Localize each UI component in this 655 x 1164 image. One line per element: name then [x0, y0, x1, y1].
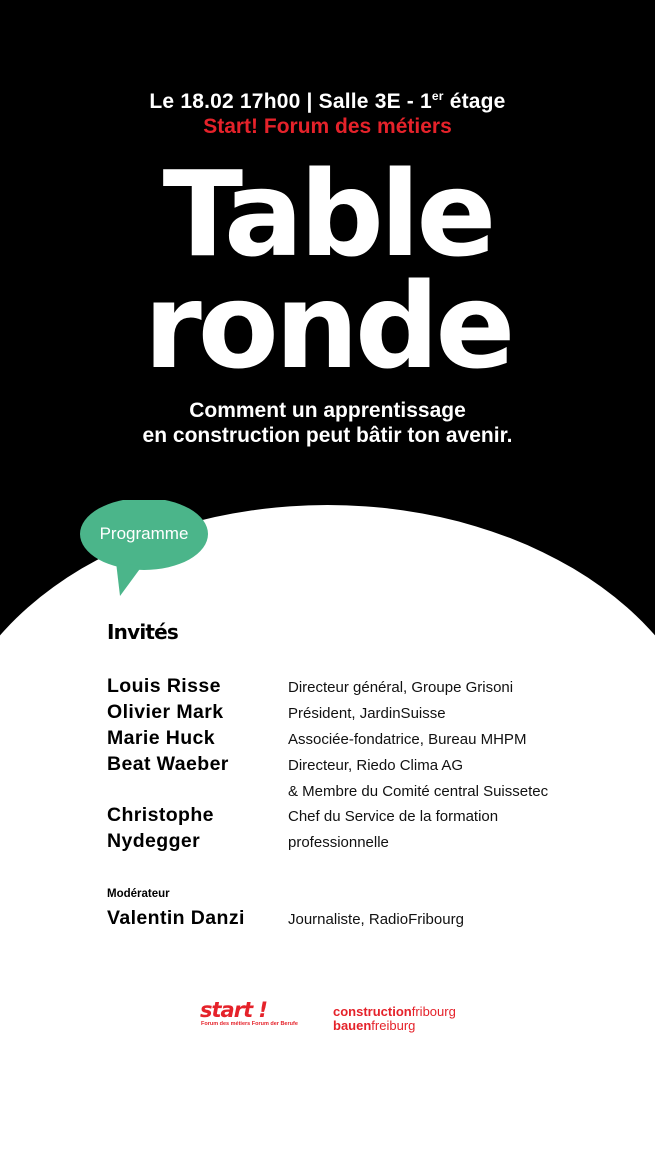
page-title [0, 145, 655, 395]
guest-role: Directeur général, Groupe Grisoni [288, 679, 514, 696]
subtitle-line-2: en construction peut bâtir ton avenir. [142, 424, 513, 447]
guest-role: professionnelle [288, 834, 389, 851]
guest-name: Nydegger [107, 830, 201, 852]
title-line-2: ronde [143, 257, 512, 395]
programme-label: Programme [99, 524, 189, 543]
event-name: Start! Forum des métiers [203, 115, 452, 138]
guest-name: Beat Waeber [107, 753, 229, 775]
start-logo [200, 998, 310, 1032]
guest-role: Chef du Service de la formation [288, 808, 499, 825]
subtitle-line-1: Comment un apprentissage [189, 399, 466, 422]
guest-role: Président, JardinSuisse [288, 705, 446, 722]
guest-name: Marie Huck [107, 727, 216, 749]
guest-role: Associée-fondatrice, Bureau MHPM [288, 731, 527, 748]
guest-role: Directeur, Riedo Clima AG [288, 757, 464, 774]
title-line-1: Table [162, 145, 493, 283]
guest-name: Louis Risse [107, 675, 221, 697]
speech-bubble-icon [80, 500, 210, 600]
guest-role: & Membre du Comité central Suissetec [288, 783, 549, 800]
guest-name: Olivier Mark [107, 701, 224, 723]
start-logo-tagline: Forum des métiers Forum der Berufe [201, 1021, 298, 1027]
guests-heading: Invités [107, 620, 179, 644]
construction-fribourg-logo: constructionfribourg bauenfreiburg [333, 1004, 456, 1033]
event-date: Le 18.02 17h00 | Salle 3E - 1er étage [149, 89, 506, 113]
start-logo-word: start ! [200, 998, 267, 1022]
subtitle [0, 398, 655, 448]
moderator-label: Modérateur [107, 888, 170, 900]
moderator-name: Valentin Danzi [107, 907, 245, 929]
programme-bubble [80, 500, 210, 600]
moderator-role: Journaliste, RadioFribourg [288, 911, 464, 928]
guest-name: Christophe [107, 804, 214, 826]
